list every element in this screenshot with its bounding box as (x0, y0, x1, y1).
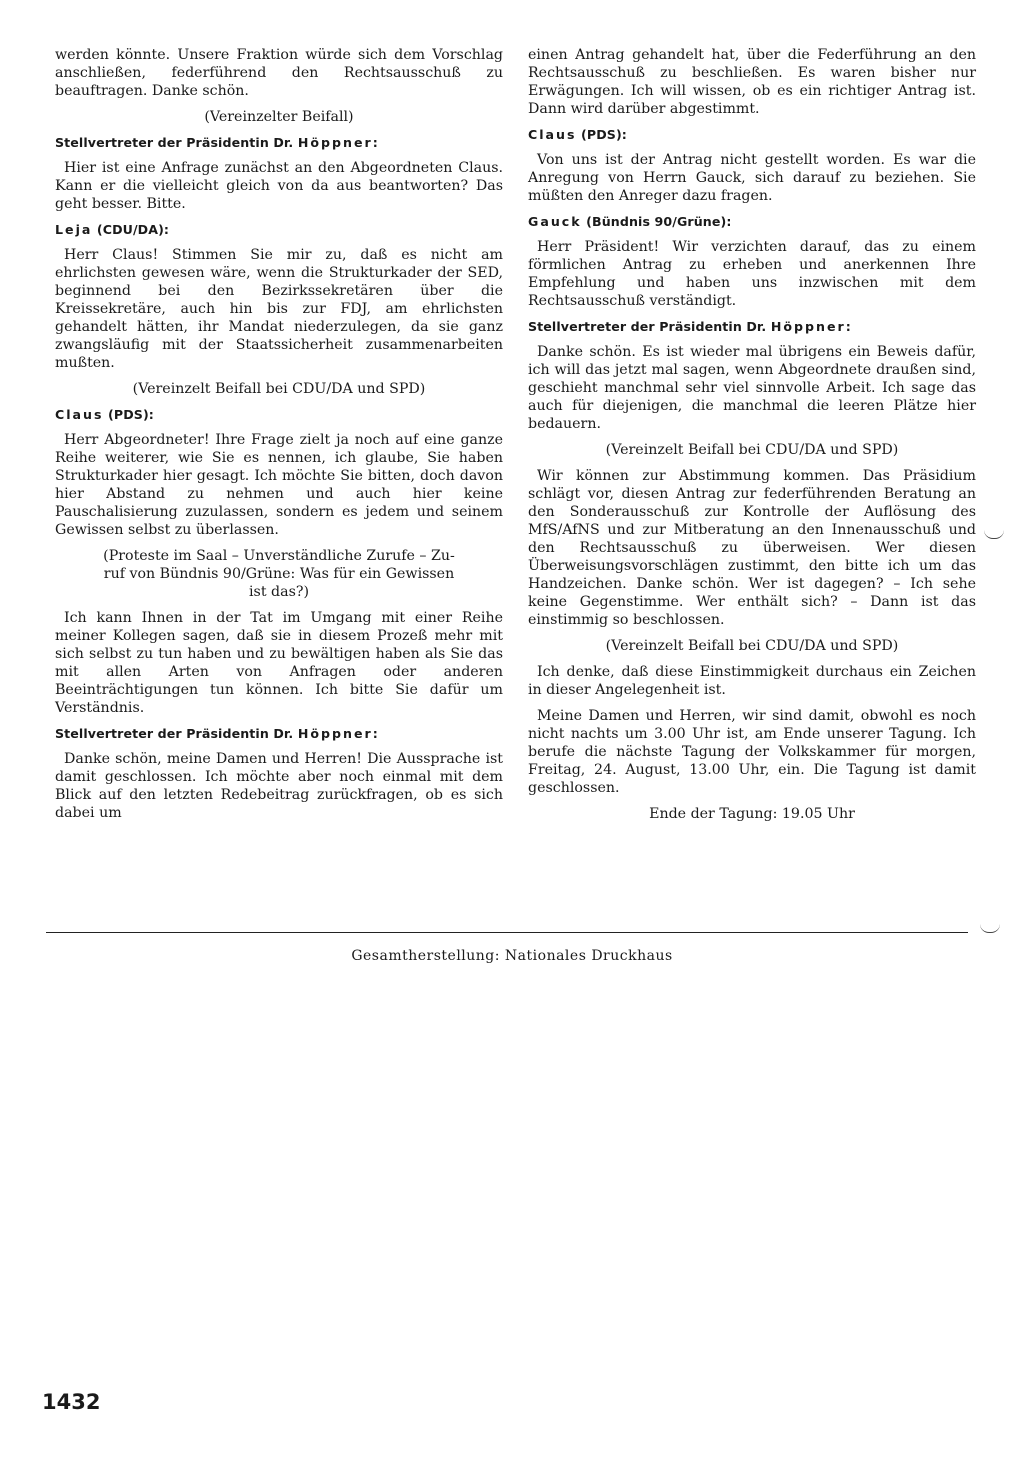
footer-imprint: Gesamtherstellung: Nationales Druckhaus (351, 948, 673, 964)
interjection-line: (Proteste im Saal – Unverständliche Zurufe – Zu- (103, 548, 455, 564)
speaker-party: (CDU/DA): (96, 222, 170, 237)
interjection-line: ist das?) (249, 584, 309, 600)
speaker-party: (PDS): (581, 127, 627, 142)
speaker-name: Höppner: (770, 319, 853, 334)
speaker-name: Gauck (528, 214, 582, 229)
applause-note: (Vereinzelter Beifall) (204, 109, 354, 125)
paragraph: Von uns ist der Antrag nicht gestellt worden. Es war die Anregung von Herrn Gauck, sich darauf zu beziehen. Sie müßten den Anreger dazu fragen. (528, 152, 976, 204)
applause-note: (Vereinzelt Beifall bei CDU/DA und SPD) (605, 638, 899, 654)
paragraph: Danke schön. Es ist wieder mal übrigens ein Beweis dafür, ich will das jetzt mal sagen, wenn Abgeordnete draußen sind, geschieht manchmal sehr viel sinnvolle Arbeit. Ich sage das auch für diejenigen, die manchmal die leeren Plätze hier bedauern. (528, 344, 976, 432)
session-end-note: Ende der Tagung: 19.05 Uhr (649, 806, 855, 822)
speaker-name: Leja (55, 222, 93, 237)
paragraph: Ich kann Ihnen in der Tat im Umgang mit einer Reihe meiner Kollegen sagen, daß sie in diesem Prozeß mehr mit sich selbst zu tun haben und zu bewältigen haben als Sie das mit allen Arten von Anfragen oder anderen Beeinträchtigungen tun können. Ich bitte Sie dafür um Verständnis. (55, 610, 503, 716)
speaker-party: (Bündnis 90/Grüne): (586, 214, 732, 229)
speaker-heading (528, 213, 976, 231)
paragraph: Herr Präsident! Wir verzichten darauf, das zu einem förmlichen Antrag zu erheben und anerkennen Ihre Empfehlung und haben uns inzwischen mit dem Rechtsausschuß verständigt. (528, 239, 976, 309)
speaker-heading (55, 406, 503, 424)
paragraph: einen Antrag gehandelt hat, über die Federführung an den Rechtsausschuß zu beschließen. Es waren bisher nur Erwägungen. Ich will wissen, ob es ein richtiger Antrag ist. Dann wird darüber abgestimmt. (528, 47, 976, 117)
paragraph: Ich denke, daß diese Einstimmigkeit durchaus ein Zeichen in dieser Angelegenheit ist. (528, 664, 976, 698)
speaker-name: Höppner: (297, 135, 380, 150)
speaker-heading (55, 221, 503, 239)
speaker-role: Stellvertreter der Präsidentin Dr. (55, 726, 294, 741)
paragraph: Hier ist eine Anfrage zunächst an den Abgeordneten Claus. Kann er die vielleicht gleich von da aus beantworten? Das geht besser. Bitte. (55, 160, 503, 212)
margin-mark (984, 530, 1004, 539)
speaker-role: Stellvertreter der Präsidentin Dr. (55, 135, 294, 150)
speaker-heading (528, 126, 976, 144)
right-column (528, 46, 976, 831)
interjection-note (55, 547, 503, 601)
applause-note: (Vereinzelt Beifall bei CDU/DA und SPD) (605, 442, 899, 458)
left-column (55, 46, 503, 830)
interjection-line: ruf von Bündnis 90/Grüne: Was für ein Gewissen (103, 566, 455, 582)
applause-note: (Vereinzelt Beifall bei CDU/DA und SPD) (132, 381, 426, 397)
footer-rule (46, 932, 968, 933)
paragraph: Wir können zur Abstimmung kommen. Das Präsidium schlägt vor, diesen Antrag zur federführenden Beratung an den Sonderausschuß zur Kontrolle der Auflösung des MfS/AfNS und zur Mitberatung an den Innenausschuß und den Rechtsausschuß zu überweisen. Wer diesen Überweisungsvorschlägen zustimmt, den bitte ich um das Handzeichen. Danke schön. Wer ist dagegen? – Ich sehe keine Gegenstimme. Wer enthält sich? – Dann ist das einstimmig so beschlossen. (528, 468, 976, 628)
speaker-name: Claus (528, 127, 577, 142)
speaker-heading (528, 318, 976, 336)
paragraph: Herr Claus! Stimmen Sie mir zu, daß es nicht am ehrlichsten gewesen wäre, wenn die Strukturkader der SED, beginnend bei den Bezirkssekretären über die Kreissekretäre, auch hin bis zur FDJ, am ehrlichsten gehandelt hätten, ihr Mandat niederzulegen, da sie ganz zwangsläufig mit der Staatssicherheit zusammenarbeiten mußten. (55, 247, 503, 371)
margin-mark (980, 924, 1000, 933)
speaker-party: (PDS): (108, 407, 154, 422)
speaker-name: Höppner: (297, 726, 380, 741)
speaker-role: Stellvertreter der Präsidentin Dr. (528, 319, 767, 334)
speaker-name: Claus (55, 407, 104, 422)
speaker-heading (55, 134, 503, 152)
paragraph: Danke schön, meine Damen und Herren! Die Aussprache ist damit geschlossen. Ich möchte aber noch einmal mit dem Blick auf den letzten Redebeitrag zurückfragen, ob es sich dabei um (55, 751, 503, 821)
speaker-heading (55, 725, 503, 743)
page-number: 1432 (42, 1390, 101, 1414)
paragraph: Meine Damen und Herren, wir sind damit, obwohl es noch nicht nachts um 3.00 Uhr ist, am Ende unserer Tagung. Ich berufe die nächste Tagung der Volkskammer für morgen, Freitag, 24. August, 13.00 Uhr, ein. Die Tagung ist damit geschlossen. (528, 708, 976, 796)
paragraph: Herr Abgeordneter! Ihre Frage zielt ja noch auf eine ganze Reihe weiterer, wie Sie es nennen, ich glaube, Sie haben Strukturkader hier gesagt. Ich möchte Sie bitten, doch davon hier Abstand zu nehmen und auch hier keine Pauschalisierung zuzulassen, sondern es jedem und seinem Gewissen selbst zu überlassen. (55, 432, 503, 538)
paragraph: werden könnte. Unsere Fraktion würde sich dem Vorschlag anschließen, federführend den Rechtsausschuß zu beauftragen. Danke schön. (55, 47, 503, 99)
